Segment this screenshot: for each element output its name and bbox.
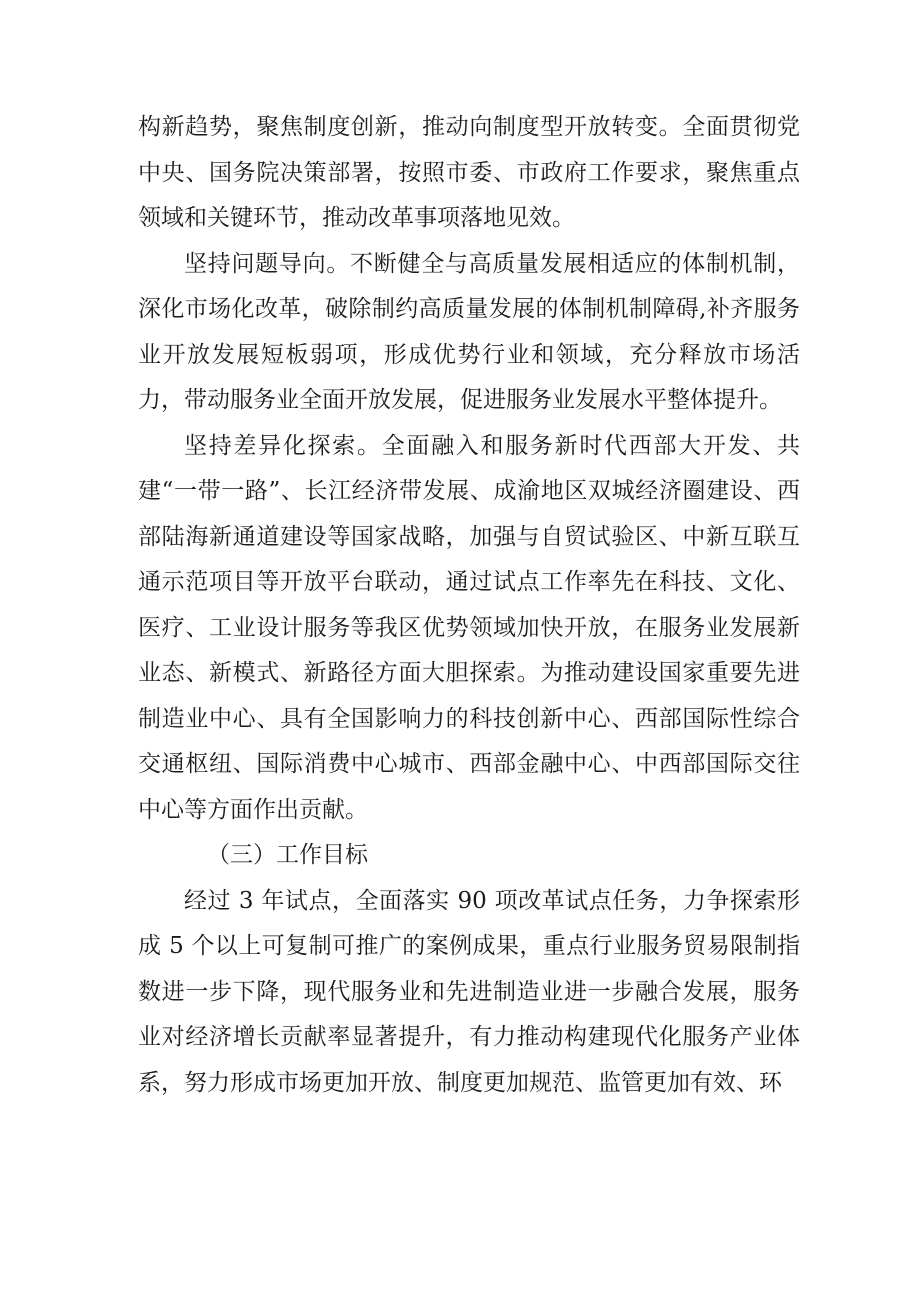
paragraph-work-goals: 经过 3 年试点，全面落实 90 项改革试点任务，力争探索形成 5 个以上可复制可推广的案例成果，重点行业服务贸易限制指数进一步下降，现代服务业和先进制造业进一步融合发展，服务业对经济增长贡献率显著提升，有力推动构建现代化服务产业体系，努力形成市场更加开放、制度更加规范、监管更加有效、环: [138, 887, 800, 1096]
paragraph-problem-orientation: 坚持问题导向。不断健全与高质量发展相适应的体制机制，深化市场化改革，破除制约高质量发展的体制机制障碍,补齐服务业开放发展短板弱项，形成优势行业和领域，充分释放市场活力，带动服务业全面开放发展，促进服务业发展水平整体提升。: [138, 250, 800, 413]
paragraph-continuation: 构新趋势，聚焦制度创新，推动向制度型开放转变。全面贯彻党中央、国务院决策部署，按照市委、市政府工作要求，聚焦重点领域和关键环节，推动改革事项落地见效。: [138, 114, 800, 231]
paragraph-differentiated-exploration: 坚持差异化探索。全面融入和服务新时代西部大开发、共建“一带一路”、长江经济带发展、成渝地区双城经济圈建设、西部陆海新通道建设等国家战略，加强与自贸试验区、中新互联互通示范项目等开放平台联动，通过试点工作率先在科技、文化、医疗、工业设计服务等我区优势领域加快开放，在服务业发展新业态、新模式、新路径方面大胆探索。为推动建设国家重要先进制造业中心、具有全国影响力的科技创新中心、西部国际性综合交通枢纽、国际消费中心城市、西部金融中心、中西部国际交往中心等方面作出贡献。: [138, 432, 800, 823]
document-page: [138, 105, 800, 1106]
section-heading-work-goals: （三）工作目标: [207, 842, 368, 868]
